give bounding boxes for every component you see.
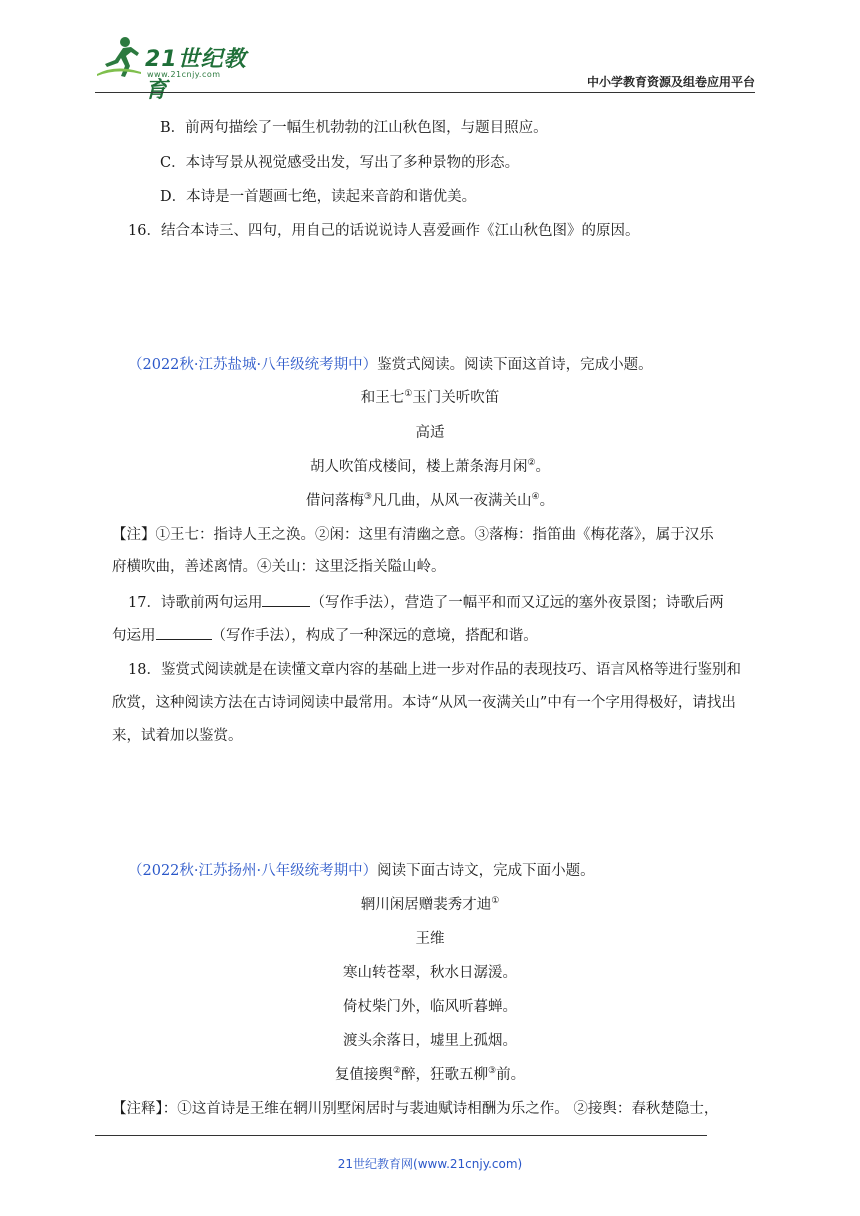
poem2-line-2: 倚杖柴门外，临风听暮蝉。 xyxy=(343,999,517,1015)
logo-text: 21世纪教育 xyxy=(145,47,247,103)
poem2-author: 王维 xyxy=(415,931,445,947)
section2-intro xyxy=(128,861,595,881)
answer-blank-2[interactable] xyxy=(156,625,212,640)
answer-blank-1[interactable] xyxy=(262,592,310,607)
poem1-note-line-2: 府横吹曲，善述离情。④关山：这里泛指关隘山岭。 xyxy=(112,559,446,575)
question-17-line-2: 句运用 （写作手法），构成了一种深远的意境，搭配和谐。 xyxy=(112,625,538,646)
section1-intro xyxy=(128,355,653,375)
page-header xyxy=(95,28,755,103)
header-divider xyxy=(95,92,755,93)
section1-instruction: 鉴赏式阅读。阅读下面这首诗，完成小题。 xyxy=(377,357,653,373)
poem2-note: 【注释】：①这首诗是王维在辋川别墅闲居时与裴迪赋诗相酬为乐之作。 ②接舆：春秋楚隐士， xyxy=(112,1101,719,1117)
question-16: 16．结合本诗三、四句，用自己的话说说诗人喜爱画作《江山秋色图》的原因。 xyxy=(128,223,640,239)
option-b: B．前两句描绘了一幅生机勃勃的江山秋色图，与题目照应。 xyxy=(160,120,548,136)
poem1-author: 高适 xyxy=(415,425,445,441)
option-c: C．本诗写景从视觉感受出发，写出了多种景物的形态。 xyxy=(160,155,520,171)
option-d: D．本诗是一首题画七绝，读起来音韵和谐优美。 xyxy=(160,189,477,205)
logo xyxy=(95,34,265,103)
footer-link[interactable]: 21世纪教育网(www.21cnjy.com) xyxy=(337,1157,523,1171)
platform-name: 中小学教育资源及组卷应用平台 xyxy=(586,75,755,89)
question-17-line-1: 17．诗歌前两句运用 （写作手法），营造了一幅平和而又辽远的塞外夜景图；诗歌后两 xyxy=(128,592,724,613)
footer-divider xyxy=(95,1135,707,1136)
poem2-line-1: 寒山转苍翠，秋水日潺湲。 xyxy=(343,965,517,981)
poem2-line-3: 渡头余落日，墟里上孤烟。 xyxy=(343,1033,517,1049)
poem2-line-4: 复值接舆②醉，狂歌五柳③前。 xyxy=(334,1066,526,1083)
question-18-line-2: 欣赏，这种阅读方法在古诗词阅读中最常用。本诗“从风一夜满关山”中有一个字用得极好，请找出 xyxy=(112,695,736,711)
section2-source: （2022秋·江苏扬州·八年级统考期中） xyxy=(128,863,378,879)
section2-instruction: 阅读下面古诗文，完成下面小题。 xyxy=(377,863,595,879)
logo-url: www.21cnjy.com xyxy=(147,70,221,79)
poem1-note-line-1: 【注】①王七：指诗人王之涣。②闲：这里有清幽之意。③落梅：指笛曲《梅花落》，属于汉乐 xyxy=(112,527,714,543)
poem2-title: 辋川闲居赠裴秀才迪① xyxy=(360,896,500,913)
poem1-title: 和王七①玉门关听吹笛 xyxy=(360,389,500,406)
runner-logo-icon xyxy=(95,34,145,80)
question-18-line-3: 来，试着加以鉴赏。 xyxy=(112,728,243,744)
poem1-line-1: 胡人吹笛戍楼间，楼上萧条海月闲②。 xyxy=(309,458,551,475)
question-18-line-1: 18．鉴赏式阅读就是在读懂文章内容的基础上进一步对作品的表现技巧、语言风格等进行鉴别和 xyxy=(128,662,741,678)
poem1-line-2: 借问落梅③凡几曲，从风一夜满关山④。 xyxy=(305,492,555,509)
section1-source: （2022秋·江苏盐城·八年级统考期中） xyxy=(128,357,378,373)
